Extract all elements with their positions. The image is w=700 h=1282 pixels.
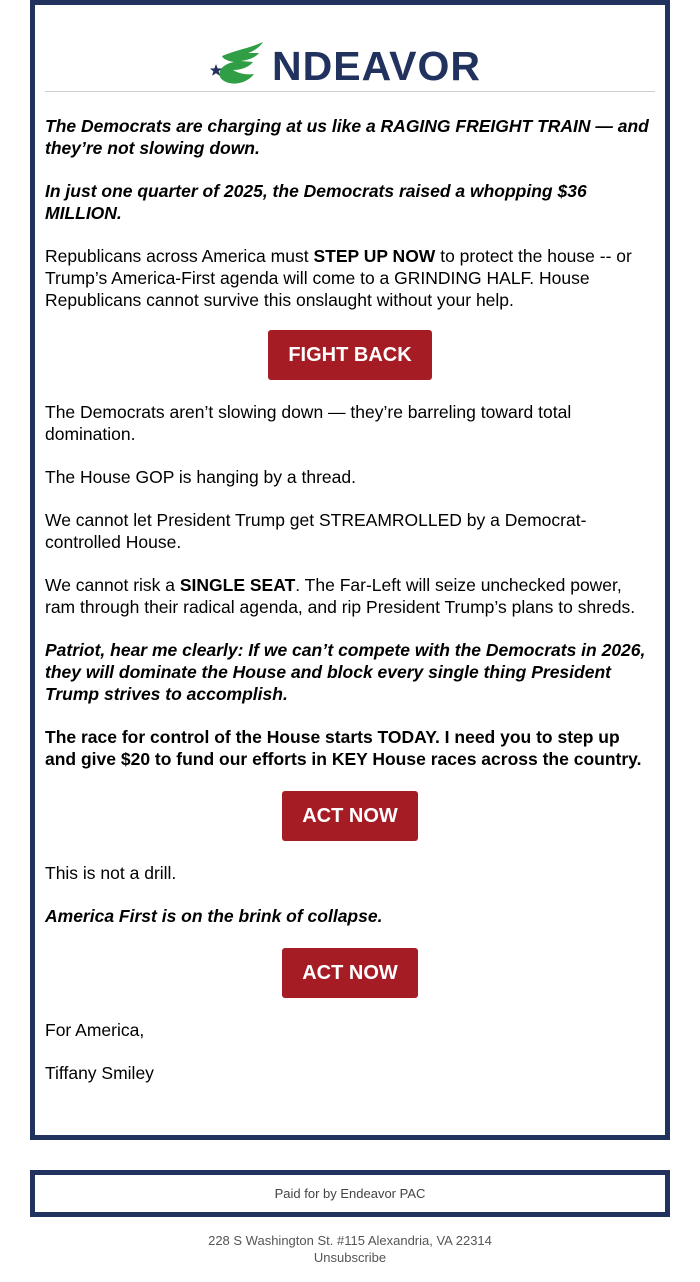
signer-name: Tiffany Smiley xyxy=(45,1063,154,1083)
fight-back-row xyxy=(45,332,655,380)
paragraph-brink-collapse: America First is on the brink of collapse. xyxy=(45,906,383,926)
paragraph-race-today: The race for control of the House starts TODAY. I need you to step up and give $20 to fund our efforts in KEY House races across the country. xyxy=(45,727,642,769)
paragraph-patriot: Patriot, hear me clearly: If we can’t compete with the Democrats in 2026, they will dominate the House and block every single thing President Trump strives to accomplish. xyxy=(45,640,646,704)
header-divider xyxy=(45,91,655,92)
mailing-address: 228 S Washington St. #115 Alexandria, VA 22314 xyxy=(208,1233,492,1248)
endeavor-logo xyxy=(35,40,665,90)
logo-wordmark: NDEAVOR xyxy=(272,43,481,89)
paragraph-gop-thread: The House GOP is hanging by a thread. xyxy=(45,467,356,487)
paid-for-text: Paid for by Endeavor PAC xyxy=(274,1186,426,1201)
paragraph-36-million: In just one quarter of 2025, the Democrats raised a whopping $36 MILLION. xyxy=(45,181,587,223)
paragraph-not-a-drill: This is not a drill. xyxy=(45,863,177,883)
unsubscribe-link[interactable]: Unsubscribe xyxy=(313,1250,387,1265)
act-now-button-2[interactable]: ACT NOW xyxy=(282,948,418,998)
paragraph-streamrolled: We cannot let President Trump get STREAMROLLED by a Democrat-controlled House. xyxy=(45,510,587,552)
closing-line: For America, xyxy=(45,1020,145,1040)
act-now-row-2 xyxy=(45,948,655,998)
paragraph-freight-train: The Democrats are charging at us like a RAGING FREIGHT TRAIN — and they’re not slowing down. xyxy=(45,116,649,158)
act-now-row-1 xyxy=(45,791,655,841)
paragraph-single-seat: We cannot risk a SINGLE SEAT. The Far-Left will seize unchecked power, ram through their radical agenda, and rip President Trump’s plans to shreds. xyxy=(45,575,636,617)
paid-for-box xyxy=(30,1170,670,1217)
paragraph-step-up: Republicans across America must STEP UP NOW to protect the house -- or Trump’s America-First agenda will come to a GRINDING HALF. House Republicans cannot survive this onslaught without your help. xyxy=(45,246,632,310)
act-now-button-1[interactable]: ACT NOW xyxy=(282,791,418,841)
fight-back-button[interactable]: FIGHT BACK xyxy=(268,330,432,380)
footer-address-block xyxy=(0,1232,700,1266)
paragraph-not-slowing: The Democrats aren’t slowing down — they’re barreling toward total domination. xyxy=(45,402,572,444)
email-card xyxy=(30,0,670,1140)
eagle-wing-e-icon xyxy=(210,40,270,88)
email-body xyxy=(45,115,655,1105)
